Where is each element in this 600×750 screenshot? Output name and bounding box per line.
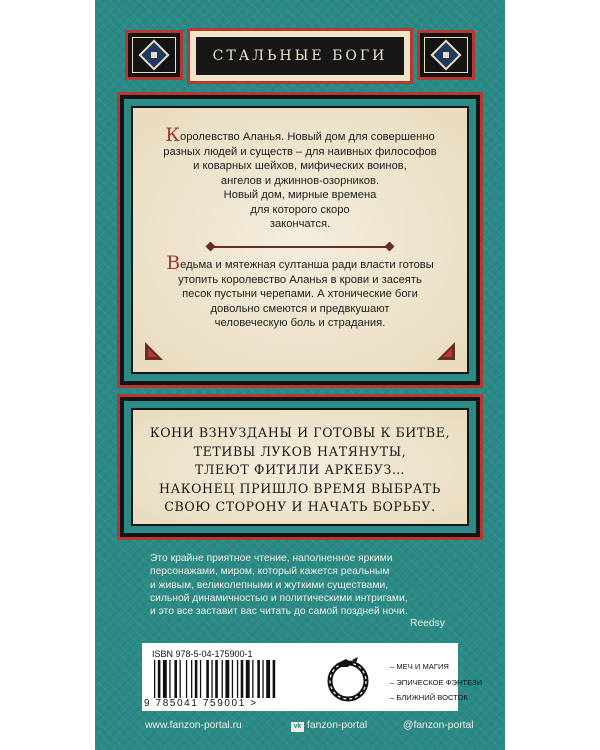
- instagram-handle[interactable]: @fanzon-portal: [403, 720, 474, 731]
- barcode-number: 9 785041 759001 >: [144, 698, 258, 709]
- vk-icon: vk: [291, 722, 304, 732]
- series-title: СТАЛЬНЫЕ БОГИ: [196, 37, 404, 75]
- corner-triangle-icon: [143, 340, 165, 362]
- description-paragraph-2: Ведьма и мятежная султанша ради власти готовы утопить королевство Аланья в крови и засеять песок пустыни черепами. А хтонические боги довольно смеются и предвкушают человеческую боль и страдания.: [166, 252, 434, 329]
- drop-cap: В: [166, 252, 181, 274]
- ouroboros-dragon-icon: [322, 655, 374, 705]
- description-paragraph-1: Королевство Аланья. Новый дом для совершенно разных людей и существ – для наивных философов и коварных шейхов, мифических воинов, ангелов и джиннов-озорников. Новый дом, мирные времена для которого скоро закончатся.: [163, 124, 437, 230]
- slogan-panel: [117, 394, 483, 540]
- genre-tag: – МЕЧ И МАГИЯ: [390, 662, 449, 671]
- series-title-plaque: [187, 28, 413, 84]
- genre-tags: [390, 659, 490, 706]
- isbn-label: ISBN 978-5-04-175900-1: [152, 649, 253, 659]
- book-back-cover: [95, 0, 505, 750]
- slogan-text: КОНИ ВЗНУЗДАНЫ И ГОТОВЫ К БИТВЕ, ТЕТИВЫ ЛУКОВ НАТЯНУТЫ, ТЛЕЮТ ФИТИЛИ АРКЕБУЗ… НАКОНЕЦ ПРИШЛО ВРЕМЯ ВЫБРАТЬ СВОЮ СТОРОНУ И НАЧАТЬ БОРЬБУ.: [149, 425, 451, 514]
- ornament-tile-left: [125, 30, 183, 80]
- genre-tag: – БЛИЖНИЙ ВОСТОК: [390, 693, 468, 702]
- ornament-tile-right: [417, 30, 475, 80]
- description-panel: [117, 92, 483, 388]
- drop-cap: К: [165, 124, 180, 146]
- website-link[interactable]: www.fanzon-portal.ru: [145, 720, 242, 731]
- corner-triangle-icon: [435, 340, 457, 362]
- barcode-icon: [152, 660, 310, 698]
- vk-link[interactable]: vk fanzon-portal: [291, 720, 367, 732]
- review-quote: Это крайне приятное чтение, наполненное яркими персонажами, миром, который кажется реальным и живым, великолепными и жуткими существами, сильной динамичностью и политическими интригами, и это все заставит вас читать до самой поздней ночи.: [150, 553, 408, 618]
- barcode-panel: [142, 643, 483, 711]
- ornamental-divider: [211, 246, 389, 248]
- genre-tag: – ЭПИЧЕСКОЕ ФЭНТЕЗИ: [390, 677, 483, 687]
- review-source: Reedsy: [410, 618, 445, 629]
